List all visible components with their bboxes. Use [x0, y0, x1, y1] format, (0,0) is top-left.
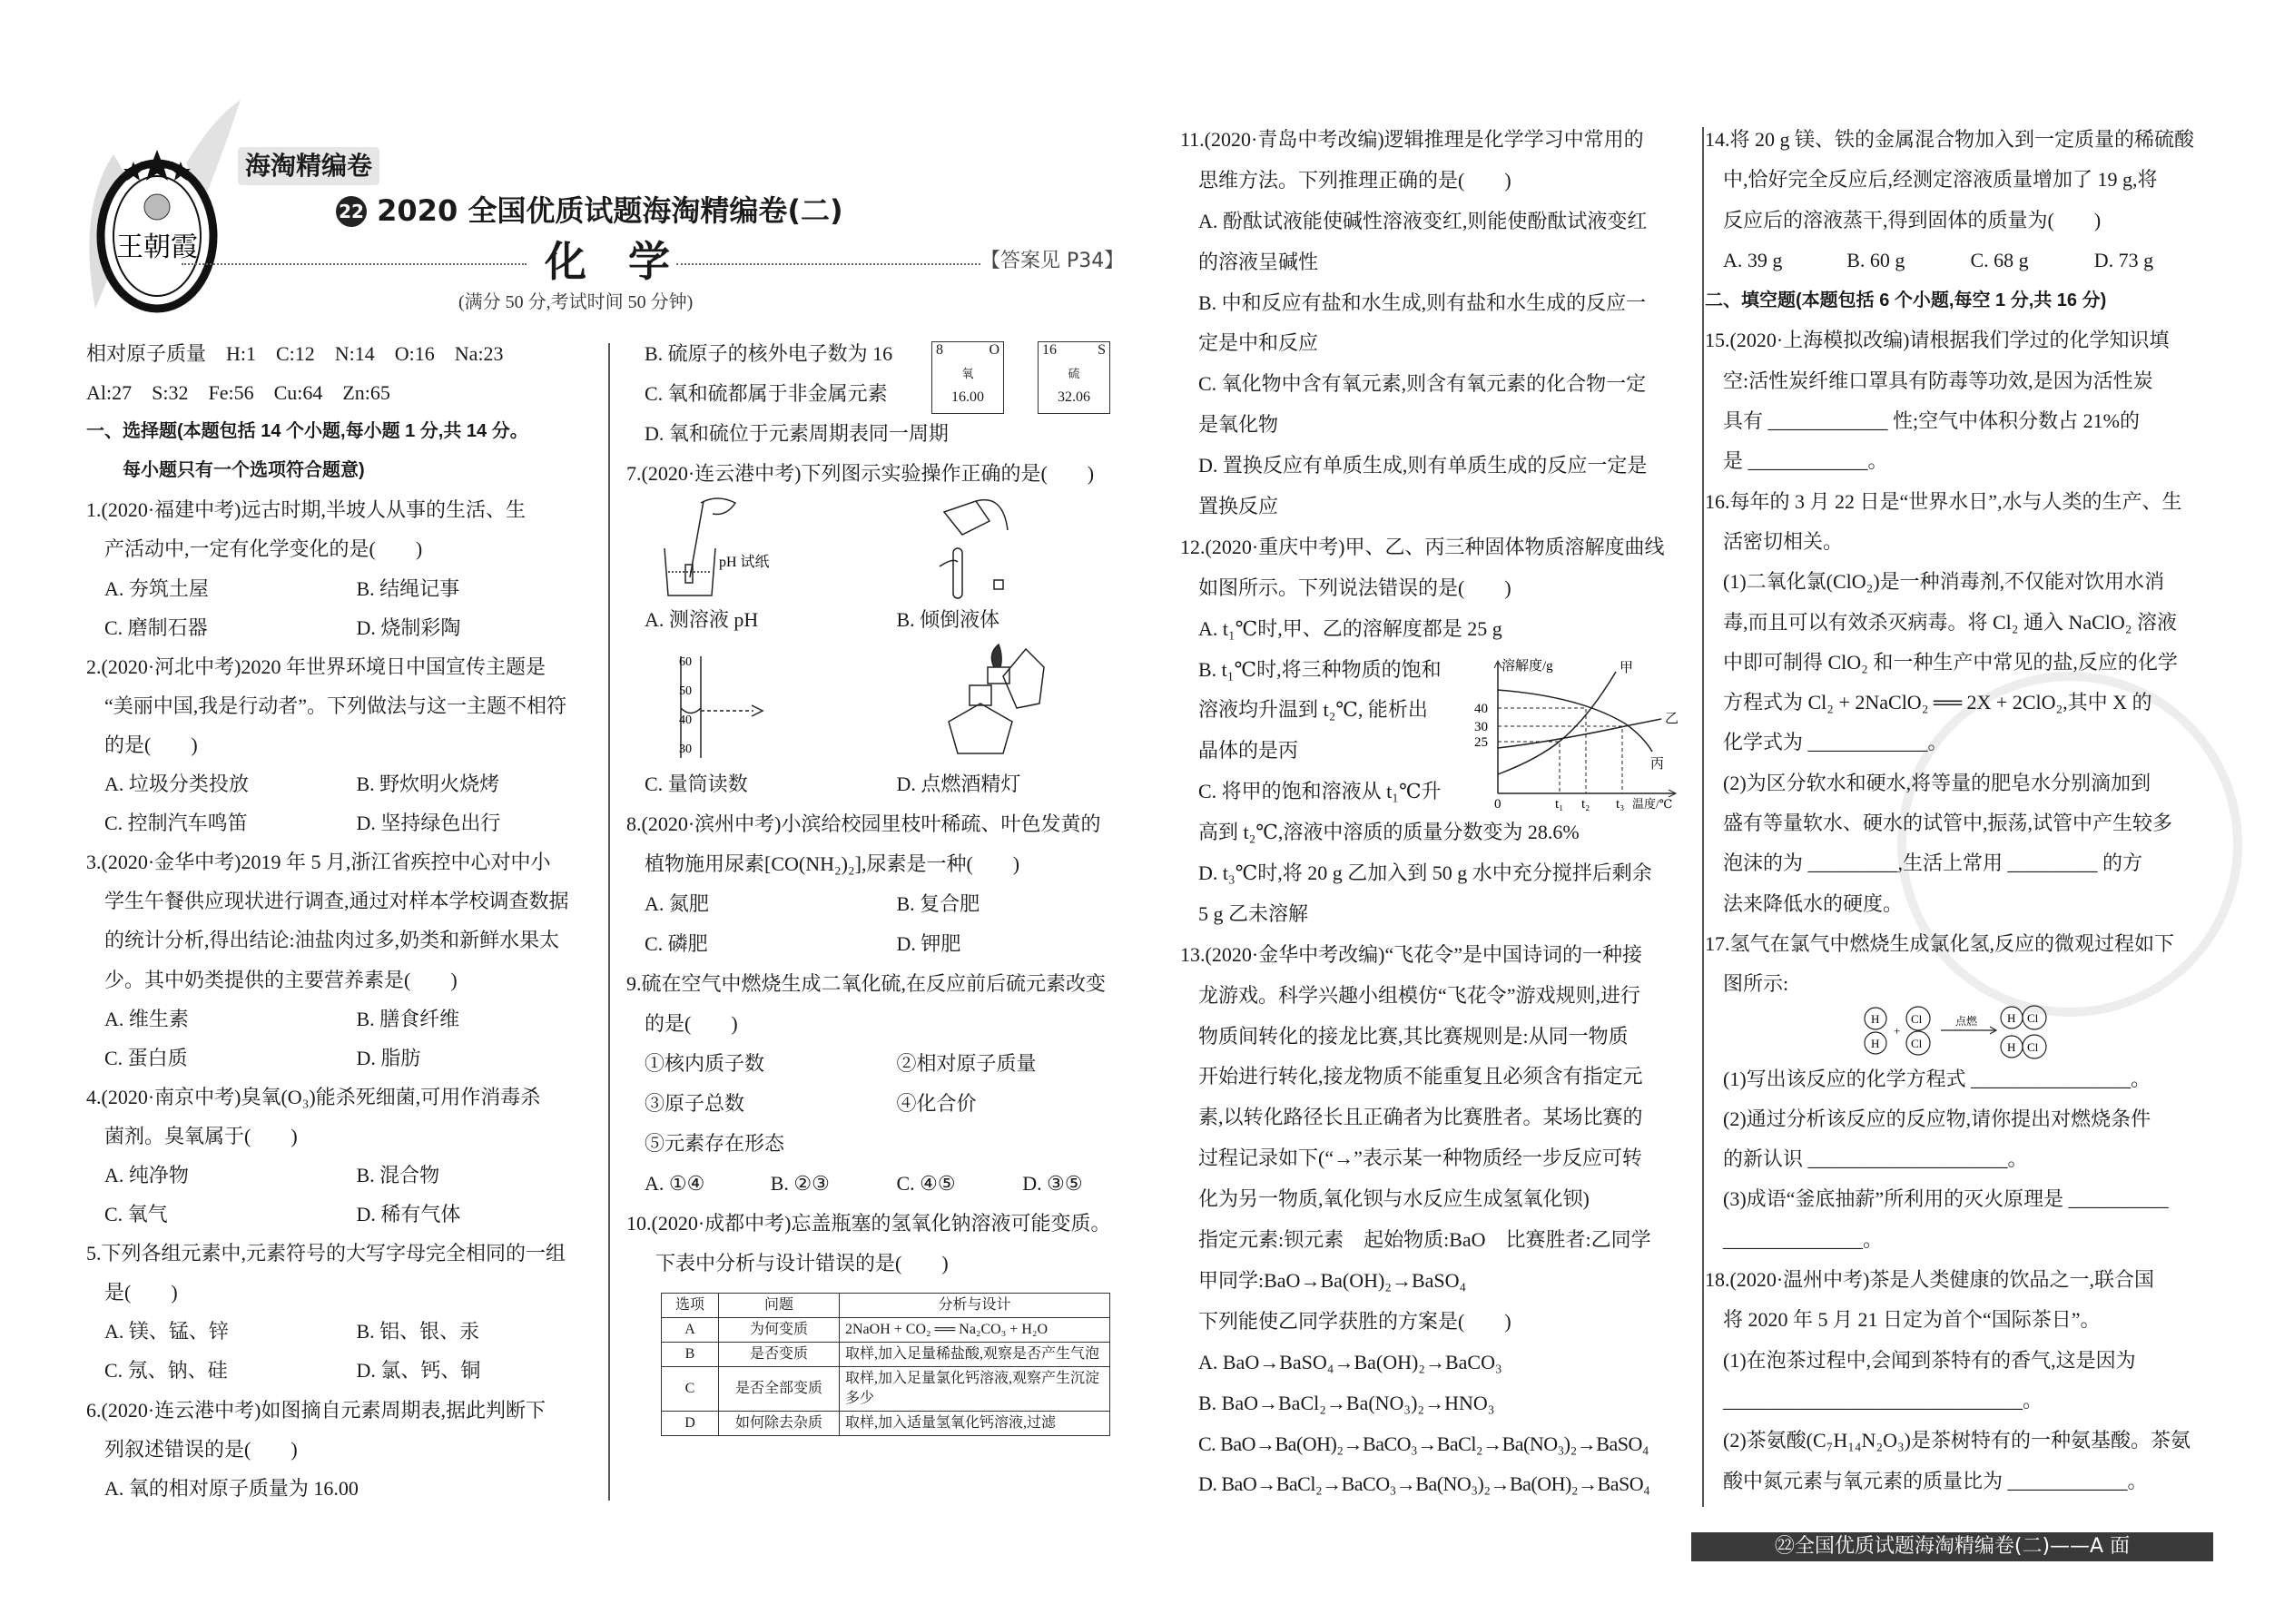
- plus-sign: +: [1894, 1023, 1901, 1038]
- answer-option: A. 垃圾分类投放: [104, 773, 249, 796]
- answer-option: C. ④⑤: [896, 1172, 956, 1195]
- text-line: D. t₃℃时,将 20 g 乙加入到 50 g 水中充分搅拌后剩余: [1198, 861, 1652, 885]
- text-line: (2)茶氨酸(C₇H₁₄N₂O₃)是茶树特有的一种氨基酸。茶氨: [1723, 1429, 2191, 1452]
- text-line: A. 氧的相对原子质量为 16.00: [104, 1476, 359, 1500]
- text-line: 素,以转化路径长且正确者为比赛胜者。某场比赛的: [1198, 1106, 1643, 1129]
- question-line: 3.(2020·金华中考)2019 年 5 月,浙江省疾控中心对中小: [86, 851, 551, 874]
- question-line: 11.(2020·青岛中考改编)逻辑推理是化学学习中常用的: [1180, 128, 1644, 151]
- text-line: 的溶液呈碱性: [1198, 250, 1319, 273]
- answer-options: [104, 1351, 608, 1390]
- text-line: 盛有等量软水、硬水的试管中,振荡,试管中产生较多: [1723, 812, 2173, 835]
- cylinder-tick: 30: [679, 743, 692, 756]
- graduated-cylinder-illustration: [681, 656, 763, 758]
- table-header-cell: 问题: [719, 1294, 840, 1318]
- text-line: D. 置换反应有单质生成,则有单质生成的反应一定是: [1198, 454, 1648, 477]
- answer-option: C. 磨制石器: [104, 615, 208, 639]
- text-line: 活密切相关。: [1723, 529, 1844, 553]
- column-1: [86, 334, 608, 1508]
- answer-options: [104, 569, 608, 608]
- chlorine-atom: Cl: [1911, 1011, 1923, 1026]
- answer-option: A. 39 g: [1723, 248, 1783, 271]
- text-line: B. t₁℃时,将三种物质的饱和: [1198, 657, 1442, 681]
- text-line: 的统计分析,得出结论:油盐肉过多,奶类和新鲜水果太: [104, 929, 560, 952]
- logo: [77, 100, 250, 318]
- text-line: A. 酚酞试液能使碱性溶液变红,则能使酚酞试液变红: [1198, 209, 1648, 232]
- text-line: C. 氧化物中含有氧元素,则含有氧元素的化合物一定: [1198, 372, 1647, 396]
- table-row: [662, 1412, 1110, 1436]
- subject-title: 化 学: [545, 237, 670, 286]
- answer-options: [645, 884, 1148, 924]
- answer-option: D. 钾肥: [896, 932, 961, 955]
- lab-figure-row-2: [645, 640, 1148, 764]
- hydrogen-atom: H: [2007, 1039, 2016, 1054]
- question-line: 15.(2020·上海模拟改编)请根据我们学过的化学知识填: [1705, 329, 2170, 352]
- question-line: 相对原子质量 H:1 C:12 N:14 O:16 Na:23: [86, 342, 504, 365]
- answer-option: A. 维生素: [104, 1007, 189, 1030]
- table-row: [662, 1343, 1110, 1367]
- text-line: (1)二氧化氯(ClO₂)是一种消毒剂,不仅能对饮用水消: [1723, 570, 2165, 594]
- text-line: 方程式为 Cl₂ + 2NaClO₂ ══ 2X + 2ClO₂,其中 X 的: [1723, 691, 2152, 714]
- text-line: A. BaO→BaSO₄→Ba(OH)₂→BaCO₃: [1198, 1350, 1502, 1373]
- number-badge: 22: [336, 196, 367, 227]
- dotted-rule-right: [676, 263, 980, 265]
- chart-xtick: 0: [1494, 797, 1501, 812]
- text-line: 龙游戏。科学兴趣小组模仿“飞花令”游戏规则,进行: [1198, 983, 1641, 1007]
- table-row: [662, 1318, 1110, 1343]
- question-line: 5.下列各组元素中,元素符号的大写字母完全相同的一组: [86, 1242, 566, 1265]
- chart-ytick: 25: [1474, 735, 1488, 750]
- text-line: 植物施用尿素[CO(NH₂)₂],尿素是一种( ): [645, 852, 1020, 875]
- question-line: 17.氢气在氯气中燃烧生成氯化氢,反应的微观过程如下: [1705, 931, 2175, 955]
- text-line: B. 中和反应有盐和水生成,则有盐和水生成的反应一: [1198, 290, 1647, 314]
- atomic-number: 16: [1042, 342, 1057, 358]
- text-line: 法来降低水的硬度。: [1723, 891, 1904, 915]
- element-symbol: S: [1098, 342, 1106, 358]
- table-cell: 如何除去杂质: [719, 1412, 840, 1436]
- paper-title: [336, 192, 843, 229]
- answer-option: D. 脂肪: [356, 1046, 421, 1069]
- text-line: ______________。: [1723, 1227, 1884, 1251]
- text-line: 空:活性炭纤维口罩具有防毒等功效,是因为活性炭: [1723, 369, 2153, 392]
- text-line: (1)写出该反应的化学方程式 ________________。: [1723, 1067, 2151, 1090]
- chart-xtick: t₃: [1616, 797, 1625, 812]
- text-line: 化为另一物质,氧化钡与水反应生成氢氧化钡): [1198, 1187, 1590, 1211]
- text-line: ______________________________。: [1723, 1388, 2043, 1412]
- text-line: 的是( ): [645, 1012, 738, 1035]
- table-cell: 是否全部变质: [719, 1367, 840, 1412]
- question-line: 4.(2020·南京中考)臭氧(O₃)能杀死细菌,可用作消毒杀: [86, 1085, 541, 1108]
- text-line: 物质间转化的接龙比赛,其比赛规则是:从同一物质: [1198, 1024, 1629, 1048]
- answer-option: D. 点燃酒精灯: [896, 773, 1021, 795]
- answer-options: [104, 999, 608, 1038]
- series-label-yi: 乙: [1665, 712, 1679, 726]
- text-line: 学生午餐供应现状进行调查,通过对样本学校调查数据: [104, 890, 569, 913]
- answer-options: [104, 608, 608, 647]
- answer-option: D. 坚持绿色出行: [356, 812, 501, 835]
- cylinder-tick: 50: [679, 684, 692, 698]
- text-line: 甲同学:BaO→Ba(OH)₂→BaSO₄: [1198, 1268, 1467, 1292]
- text-line: C. 氧和硫都属于非金属元素: [645, 382, 888, 405]
- text-line: D. BaO→BaCl₂→BaCO₃→Ba(NO₃)₂→Ba(OH)₂→BaSO₄: [1198, 1472, 1650, 1496]
- answer-option: D. 氯、钙、铜: [356, 1359, 481, 1383]
- text-line: 的新认识 ____________________。: [1723, 1147, 2028, 1171]
- atomic-mass: 16.00: [951, 389, 984, 405]
- table-header-cell: 选项: [662, 1294, 719, 1318]
- answer-option: C. 控制汽车鸣笛: [104, 812, 248, 835]
- chart-ytick: 30: [1474, 720, 1488, 734]
- question-line: 9.硫在空气中燃烧生成二氧化硫,在反应前后硫元素改变: [626, 972, 1107, 995]
- title-text: 2020 全国优质试题海淘精编卷(二): [377, 193, 843, 228]
- text-line: 图所示:: [1723, 972, 1789, 996]
- answer-options: [104, 1312, 608, 1351]
- question-line: 18.(2020·温州中考)茶是人类健康的饮品之一,联合国: [1705, 1268, 2154, 1292]
- text-line: (3)成语“釜底抽薪”所利用的灭火原理是 __________: [1723, 1187, 2169, 1211]
- text-line: 产活动中,一定有化学变化的是( ): [104, 537, 423, 561]
- question-line: 10.(2020·成都中考)忘盖瓶塞的氢氧化钠溶液可能变质。: [626, 1212, 1111, 1235]
- text-line: B. BaO→BaCl₂→Ba(NO₃)₂→HNO₃: [1198, 1391, 1495, 1414]
- text-line: 毒,而且可以有效杀灭病毒。将 Cl₂ 通入 NaClO₂ 溶液: [1723, 610, 2177, 634]
- question-line: 13.(2020·金华中考改编)“飞花令”是中国诗词的一种接: [1180, 942, 1643, 966]
- text-line: 具有 ____________ 性;空气中体积分数占 21%的: [1723, 409, 2140, 433]
- element-card-sulfur: [1038, 341, 1110, 414]
- answer-options: [645, 600, 1148, 640]
- text-line: C. BaO→Ba(OH)₂→BaCO₃→BaCl₂→Ba(NO₃)₂→BaSO₄: [1198, 1432, 1649, 1455]
- answer-options: [104, 803, 608, 842]
- answer-reference: 【答案见 P34】: [980, 250, 1125, 272]
- analysis-table: [661, 1293, 1110, 1436]
- solubility-chart: [1471, 655, 1708, 817]
- text-line: 下表中分析与设计错误的是( ): [655, 1252, 949, 1275]
- chart-ytick: 40: [1474, 702, 1488, 716]
- answer-option: A. 镁、锰、锌: [104, 1320, 229, 1343]
- text-line: 下列能使乙同学获胜的方案是( ): [1198, 1309, 1511, 1333]
- reaction-condition: 点燃: [1955, 1014, 1978, 1028]
- question-line: 8.(2020·滨州中考)小滨给校园里枝叶稀疏、叶色发黄的: [626, 812, 1101, 835]
- text-line: D. 氧和硫位于元素周期表同一周期: [645, 422, 949, 445]
- table-header-cell: 分析与设计: [840, 1294, 1110, 1318]
- answer-option: B. 铝、银、汞: [356, 1320, 480, 1343]
- series-label-jia: 甲: [1620, 661, 1634, 675]
- answer-option: B. 野炊明火烧烤: [356, 773, 500, 796]
- text-line: 是( ): [104, 1281, 178, 1304]
- answer-option: C. 68 g: [1970, 248, 2029, 271]
- answer-option: C. 蛋白质: [104, 1046, 188, 1069]
- text-line: 高到 t₂℃,溶液中溶质的质量分数变为 28.6%: [1198, 821, 1580, 844]
- answer-option: C. 量筒读数: [645, 773, 748, 795]
- answer-options: [104, 1195, 608, 1234]
- text-line: 酸中氮元素与氧元素的质量比为 ____________。: [1723, 1469, 2148, 1492]
- answer-option: ④化合价: [896, 1092, 977, 1115]
- text-line: 过程记录如下(“→”表示某一种物质经一步反应可转: [1198, 1147, 1642, 1170]
- dotted-rule-left: [182, 263, 527, 265]
- answer-option: B. 倾倒液体: [896, 608, 1000, 631]
- question-line: Al:27 S:32 Fe:56 Cu:64 Zn:65: [86, 381, 390, 405]
- answer-options: [645, 924, 1148, 964]
- question-line: 6.(2020·连云港中考)如图摘自元素周期表,据此判断下: [86, 1398, 546, 1422]
- cylinder-tick: 60: [679, 655, 692, 669]
- answer-option: B. 混合物: [356, 1163, 440, 1186]
- table-cell: D: [662, 1412, 719, 1436]
- table-row: [662, 1367, 1110, 1412]
- answer-option: ②相对原子质量: [896, 1052, 1037, 1075]
- answer-options: [645, 1164, 1148, 1204]
- answer-options: [645, 1044, 1148, 1084]
- text-line: 5 g 乙未溶解: [1198, 901, 1309, 925]
- column-divider: [608, 343, 610, 1501]
- logo-text: 王朝霞: [116, 231, 198, 263]
- text-line: 是 ____________。: [1723, 449, 1888, 473]
- answer-options: [104, 1156, 608, 1195]
- ph-paper-label: pH 试纸: [719, 555, 770, 570]
- text-line: 定是中和反应: [1198, 331, 1319, 355]
- column-2: [626, 334, 1148, 1436]
- text-line: “美丽中国,我是行动者”。下列做法与这一主题不相符: [104, 694, 567, 717]
- atomic-mass: 32.06: [1058, 389, 1090, 405]
- ph-test-illustration: [665, 498, 735, 595]
- lab-figure-row-1: [645, 494, 1148, 600]
- question-line: 12.(2020·重庆中考)甲、乙、丙三种固体物质溶解度曲线: [1180, 535, 1665, 558]
- atomic-number: 8: [936, 342, 943, 358]
- element-symbol: O: [989, 342, 999, 358]
- hcl-reaction-diagram: [1723, 1005, 2218, 1059]
- text-line: 中,恰好完全反应后,经测定溶液质量增加了 19 g,将: [1723, 168, 2158, 192]
- answer-option: B. ②③: [770, 1172, 830, 1195]
- hydrogen-atom: H: [1871, 1011, 1880, 1026]
- series-tag: 海淘精编卷: [238, 147, 379, 185]
- text-line: 的是( ): [104, 733, 198, 756]
- table-cell: 取样,加入足量稀盐酸,观察是否产生气泡: [840, 1343, 1110, 1367]
- text-line: B. 硫原子的核外电子数为 16: [645, 342, 893, 365]
- table-cell: A: [662, 1318, 719, 1343]
- text-line: (1)在泡茶过程中,会闻到茶特有的香气,这是因为: [1723, 1348, 2136, 1372]
- table-cell: 取样,加入适量氢氧化钙溶液,过滤: [840, 1412, 1110, 1436]
- text-line: 列叙述错误的是( ): [104, 1437, 298, 1461]
- answer-options: [104, 1038, 608, 1078]
- text-line: 如图所示。下列说法错误的是( ): [1198, 576, 1511, 599]
- text-line: 是氧化物: [1198, 413, 1279, 437]
- table-cell: 2NaOH + CO₂ ══ Na₂CO₃ + H₂O: [840, 1318, 1110, 1343]
- chart-xlabel: 温度/℃: [1632, 797, 1673, 811]
- answer-options: [1723, 241, 2218, 281]
- text-line: 少。其中奶类提供的主要营养素是( ): [104, 968, 458, 991]
- answer-option: C. 氖、钠、硅: [104, 1359, 228, 1383]
- column-divider: [1702, 127, 1704, 1507]
- answer-option: A. 纯净物: [104, 1163, 189, 1186]
- text-line: (2)为区分软水和硬水,将等量的肥皂水分别滴加到: [1723, 771, 2151, 794]
- page-footer: ㉒全国优质试题海淘精编卷(二)——A 面: [1691, 1532, 2213, 1561]
- table-cell: 是否变质: [719, 1343, 840, 1367]
- answer-options: [104, 764, 608, 803]
- hydrogen-atom: H: [1871, 1036, 1880, 1050]
- table-cell: C: [662, 1367, 719, 1412]
- answer-option: A. 氮肥: [645, 892, 709, 915]
- chlorine-atom: Cl: [1911, 1036, 1923, 1050]
- answer-option: ①核内质子数: [645, 1052, 765, 1075]
- text-line: C. 将甲的饱和溶液从 t₁℃升: [1198, 780, 1442, 803]
- answer-option: A. 测溶液 pH: [645, 608, 759, 631]
- section-heading: 二、填空题(本题包括 6 个小题,每空 1 分,共 16 分): [1705, 290, 2107, 311]
- column-3: [1180, 120, 1698, 1505]
- answer-option: ③原子总数: [645, 1092, 745, 1115]
- section-heading: 一、选择题(本题包括 14 个小题,每小题 1 分,共 14 分。: [86, 421, 528, 442]
- answer-option: D. 稀有气体: [356, 1203, 461, 1226]
- text-line: 溶液均升温到 t₂℃, 能析出: [1198, 698, 1428, 722]
- pour-liquid-illustration: [940, 500, 1008, 598]
- column-4: [1705, 120, 2218, 1501]
- answer-option: A. 夯筑土屋: [104, 576, 209, 600]
- text-line: 置换反应: [1198, 495, 1279, 518]
- text-line: 菌剂。臭氧属于( ): [104, 1124, 298, 1147]
- table-cell: 取样,加入足量氯化钙溶液,观察产生沉淀多少: [840, 1367, 1110, 1412]
- answer-option: B. 60 g: [1846, 248, 1905, 271]
- answer-option: C. 氧气: [104, 1203, 168, 1226]
- text-line: 开始进行转化,接龙物质不能重复且必须含有指定元: [1198, 1065, 1643, 1088]
- chart-xtick: t₁: [1555, 797, 1564, 812]
- answer-options: [645, 764, 1148, 804]
- text-line: 中即可制得 ClO₂ 和一种生产中常见的盐,反应的化学: [1723, 650, 2178, 674]
- question-line: 16.每年的 3 月 22 日是“世界水日”,水与人类的生产、生: [1705, 489, 2182, 513]
- text-line: 泡沫的为 _________,生活上常用 _________ 的方: [1723, 851, 2143, 875]
- text-line: (2)通过分析该反应的反应物,请你提出对燃烧条件: [1723, 1107, 2151, 1130]
- alcohol-lamp-illustration: [949, 645, 1044, 753]
- text-line: ⑤元素存在形态: [645, 1132, 785, 1155]
- text-line: 思维方法。下列推理正确的是( ): [1198, 168, 1511, 192]
- element-name: 硫: [1068, 367, 1080, 380]
- element-card-oxygen: [931, 341, 1004, 414]
- text-line: 指定元素:钡元素 起始物质:BaO 比赛胜者:乙同学: [1198, 1228, 1651, 1252]
- hydrogen-atom: H: [2007, 1010, 2016, 1025]
- element-name: 氧: [961, 367, 974, 380]
- answer-option: D. 烧制彩陶: [356, 615, 461, 639]
- table-cell: 为何变质: [719, 1318, 840, 1343]
- chlorine-atom: Cl: [2027, 1010, 2039, 1025]
- section-heading: 每小题只有一个选项符合题意): [86, 460, 365, 481]
- answer-option: A. ①④: [645, 1172, 705, 1195]
- table-cell: B: [662, 1343, 719, 1367]
- answer-option: D. 73 g: [2093, 248, 2154, 271]
- answer-option: D. ③⑤: [1022, 1172, 1083, 1195]
- question-line: 2.(2020·河北中考)2020 年世界环境日中国宣传主题是: [86, 655, 546, 678]
- chart-xtick: t₂: [1581, 797, 1590, 812]
- text-line: 晶体的是丙: [1198, 739, 1299, 763]
- chlorine-atom: Cl: [2027, 1039, 2039, 1054]
- chart-ylabel: 溶解度/g: [1501, 659, 1553, 674]
- answer-option: B. 膳食纤维: [356, 1007, 460, 1030]
- text-line: A. t₁℃时,甲、乙的溶解度都是 25 g: [1198, 616, 1502, 640]
- answer-options: [645, 1084, 1148, 1124]
- text-line: 化学式为 ____________。: [1723, 731, 1948, 754]
- cylinder-tick: 40: [679, 714, 692, 727]
- answer-option: B. 结绳记事: [356, 576, 460, 600]
- text-line: 反应后的溶液蒸干,得到固体的质量为( ): [1723, 208, 2102, 231]
- exam-info: (满分 50 分,考试时间 50 分钟): [458, 292, 694, 312]
- answer-option: B. 复合肥: [896, 892, 980, 915]
- question-line: 7.(2020·连云港中考)下列图示实验操作正确的是( ): [626, 462, 1095, 485]
- series-label-bing: 丙: [1650, 757, 1665, 772]
- text-line: 将 2020 年 5 月 21 日定为首个“国际茶日”。: [1723, 1308, 2101, 1332]
- question-line: 14.将 20 g 镁、铁的金属混合物加入到一定质量的稀硫酸: [1705, 128, 2195, 151]
- answer-option: C. 磷肥: [645, 932, 708, 955]
- question-line: 1.(2020·福建中考)远古时期,半坡人从事的生活、生: [86, 498, 526, 522]
- table-header-row: [662, 1294, 1110, 1318]
